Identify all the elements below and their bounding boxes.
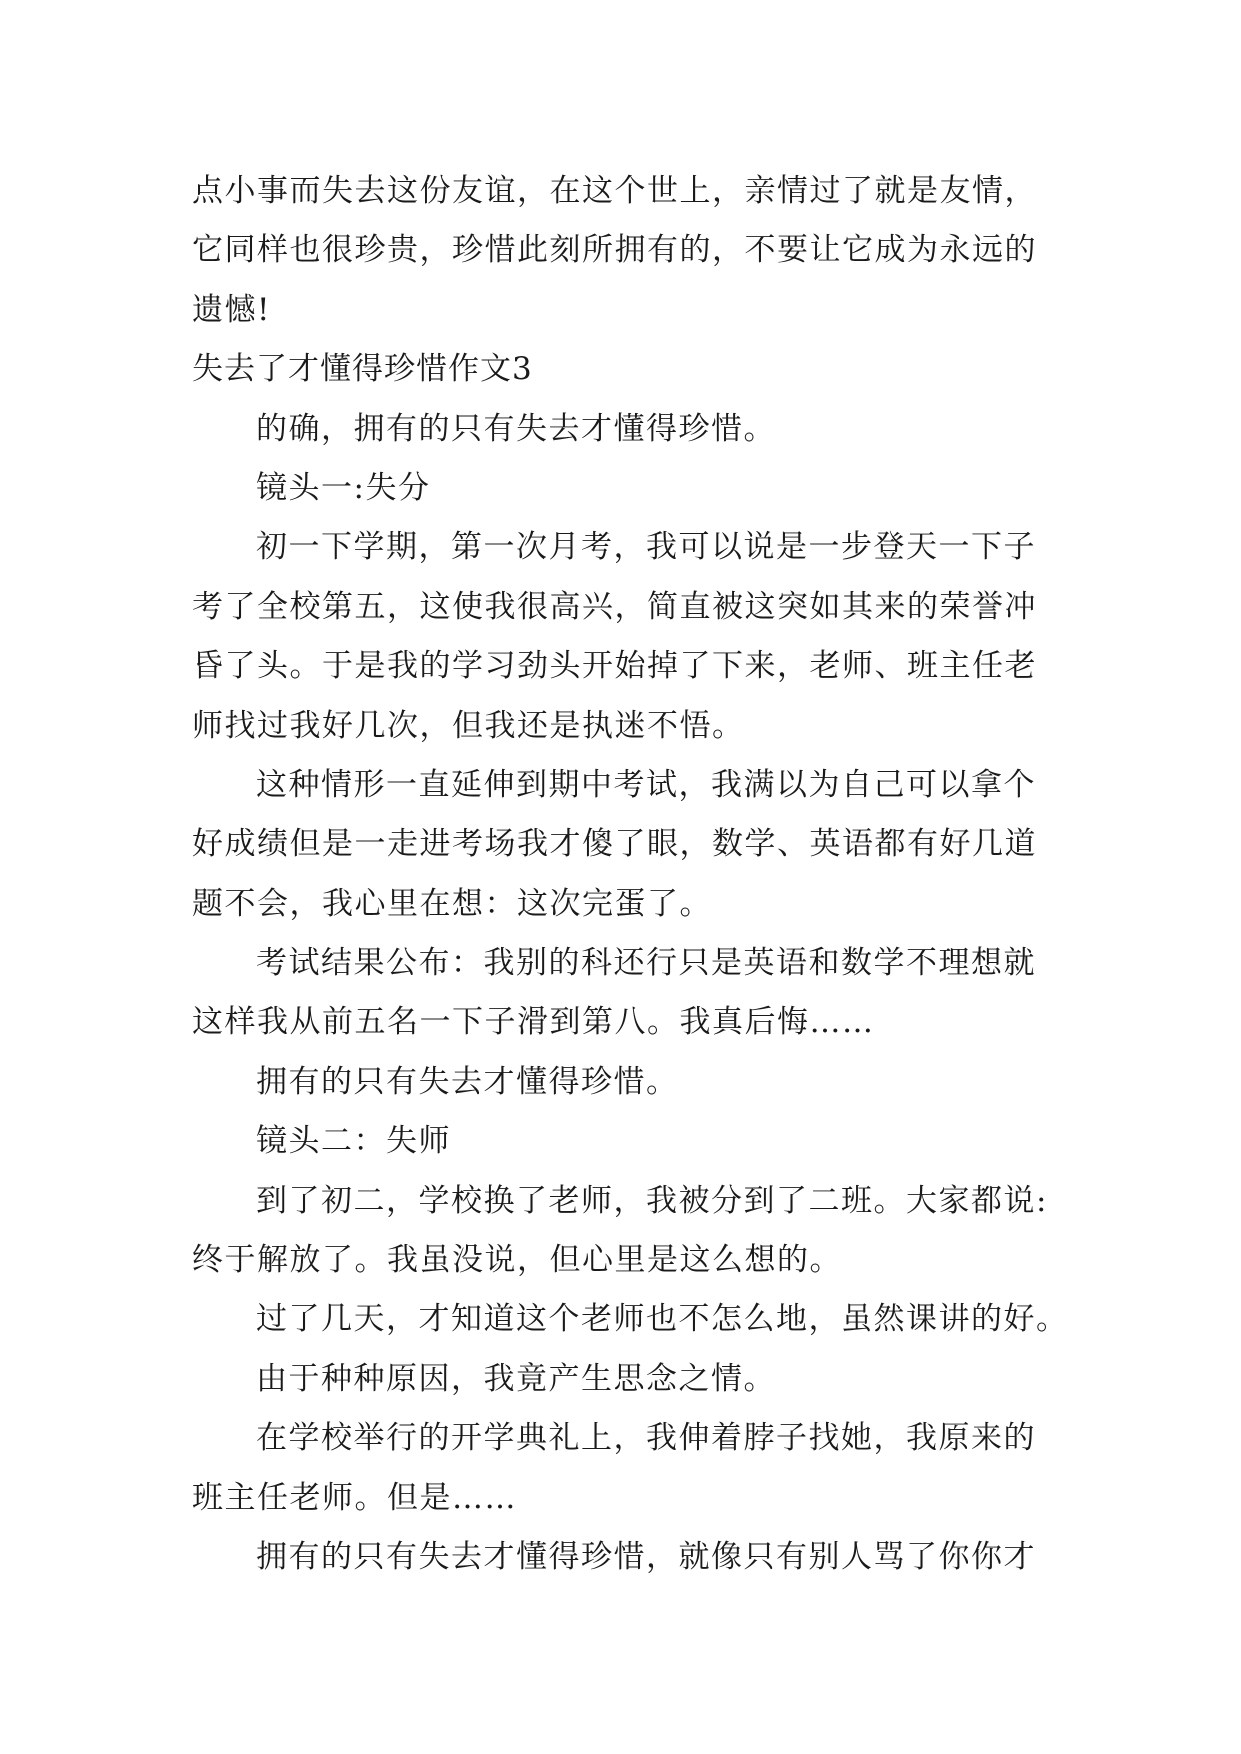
text-line: 由于种种原因，我竟产生思念之情。 (256, 1360, 776, 1397)
text-line: 初一下学期，第一次月考，我可以说是一步登天一下子 (256, 529, 1036, 566)
text-line: 好成绩但是一走进考场我才傻了眼，数学、英语都有好几道 (192, 826, 1037, 863)
text-line: 它同样也很珍贵，珍惜此刻所拥有的，不要让它成为永远的 (192, 232, 1037, 269)
scene-heading: 镜头二：失师 (256, 1123, 451, 1160)
text-line: 在学校举行的开学典礼上，我伸着脖子找她，我原来的 (256, 1420, 1036, 1457)
document-body (192, 162, 1072, 1587)
text-line: 这样我从前五名一下子滑到第八。我真后悔…… (192, 1004, 875, 1041)
text-line: 昏了头。于是我的学习劲头开始掉了下来，老师、班主任老 (192, 648, 1037, 685)
text-line: 考了全校第五，这使我很高兴，简直被这突如其来的荣誉冲 (192, 588, 1037, 625)
text-line: 拥有的只有失去才懂得珍惜。 (256, 1063, 679, 1100)
text-line: 遗憾! (192, 291, 271, 328)
text-line: 考试结果公布：我别的科还行只是英语和数学不理想就 (256, 945, 1036, 982)
text-line: 题不会，我心里在想：这次完蛋了。 (192, 885, 712, 922)
text-line: 拥有的只有失去才懂得珍惜，就像只有别人骂了你你才 (256, 1538, 1036, 1575)
text-line: 班主任老师。但是…… (192, 1479, 517, 1516)
text-line: 到了初二，学校换了老师，我被分到了二班。大家都说: (256, 1182, 1048, 1219)
text-line: 点小事而失去这份友谊，在这个世上，亲情过了就是友情， (192, 173, 1037, 209)
text-line: 终于解放了。我虽没说，但心里是这么想的。 (192, 1242, 842, 1279)
text-line: 的确，拥有的只有失去才懂得珍惜。 (256, 410, 776, 447)
scene-heading: 镜头一:失分 (256, 469, 431, 506)
text-line: 师找过我好几次，但我还是执迷不悟。 (192, 707, 745, 744)
section-heading: 失去了才懂得珍惜作文3 (192, 351, 533, 388)
text-line: 过了几天，才知道这个老师也不怎么地，虽然课讲的好。 (256, 1301, 1069, 1338)
text-line: 这种情形一直延伸到期中考试，我满以为自己可以拿个 (256, 766, 1036, 803)
